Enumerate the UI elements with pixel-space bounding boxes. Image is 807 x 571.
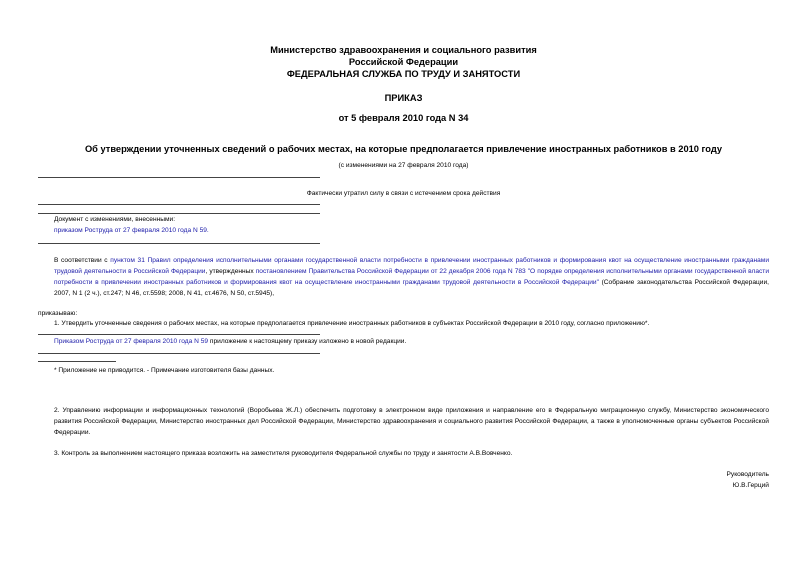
agency-name: ФЕДЕРАЛЬНАЯ СЛУЖБА ПО ТРУДУ И ЗАНЯТОСТИ (286, 69, 521, 79)
signature-name: Ю.В.Герций (732, 482, 769, 489)
appendix-note-text: приложение к настоящему приказу изложено в новой редакции. (208, 338, 407, 345)
appendix-link[interactable]: Приказом Роструда от 27 февраля 2010 года N 59 (54, 338, 209, 345)
item-2: 2. Управлению информации и информационных технологий (Воробьева Ж.Л.) обеспечить подготовку в электронном виде приложения и направление его в Федеральную миграционную службу, Министерство экономического развития Российской Федерации, Министерство иностранных дел Российской Федерации, Министерство здравоохранения и социального развития Российской Федерации, а также в уполномоченные органы субъектов Российской Федерации. (54, 407, 769, 436)
divider (38, 177, 320, 178)
amendment-link[interactable]: приказом Роструда от 27 февраля 2010 года N 59. (54, 227, 209, 234)
appendix-note (54, 336, 769, 347)
order-date: от 5 февраля 2010 года N 34 (338, 113, 469, 123)
item-1: 1. Утвердить уточненные сведения о рабочих местах, на которые предполагается привлечение иностранных работников в субъектах Российской Федерации в 2010 году, согласно приложению*. (54, 320, 650, 327)
rules-link[interactable]: пунктом 31 Правил определения исполнительными органами государственной власти потребности в привлечении иностранных работников и формирования квот на осуществление иностранными гражданами трудовой деятельности в Российской Федерации (54, 257, 770, 275)
orders-word: приказываю: (38, 310, 78, 317)
ministry-name: Министерство здравоохранения и социального развития (270, 45, 537, 55)
divider (38, 353, 320, 354)
country-name: Российской Федерации (348, 57, 459, 67)
status-note: Фактически утратил силу в связи с истечением срока действия (306, 190, 501, 197)
preamble-text: , утвержденных (205, 268, 256, 275)
preamble-text: (Собрание законодательства Российской Федерации, 2007, N 1 (2 ч.), ст.247; N 46, ст.5598; 2008, N 41, ст.4676, N 50, ст.5945), (54, 279, 769, 297)
item-3: 3. Контроль за выполнением настоящего приказа возложить на заместителя руководителя Федеральной службы по труду и занятости А.В.Вовченко. (54, 450, 513, 457)
order-heading: ПРИКАЗ (384, 93, 423, 103)
divider (38, 334, 320, 335)
footnote-divider (38, 361, 116, 362)
resolution-link[interactable]: постановлением Правительства Российской Федерации от 22 декабря 2006 года N 783 "О порядке определения исполнительными органами государственной власти потребности в привлечении иностранных работников и формирования квот на осуществление иностранными гражданами трудовой деятельности в Российской Федерации" (54, 268, 769, 286)
divider (38, 243, 320, 244)
signature-role: Руководитель (726, 471, 769, 478)
document-title: Об утверждении уточненных сведений о рабочих местах, на которые предполагается привлечение иностранных работников в 2010 году (84, 144, 723, 154)
preamble-text: В соответствии с (54, 257, 111, 264)
changes-note: (с изменениями на 27 февраля 2010 года) (338, 162, 469, 169)
divider (38, 204, 320, 205)
preamble-paragraph (54, 255, 769, 299)
amendments-label: Документ с изменениями, внесенными: (54, 216, 176, 223)
footnote: * Приложение не приводится. - Примечание изготовителя базы данных. (54, 367, 275, 374)
